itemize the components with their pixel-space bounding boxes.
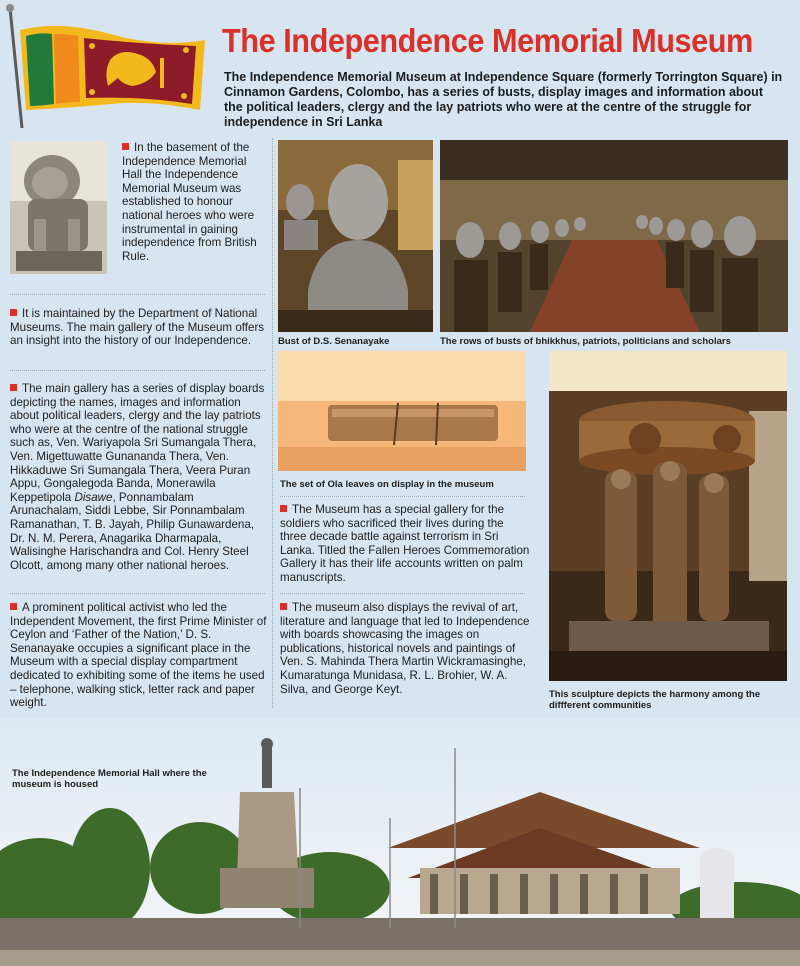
paragraph-maintained: It is maintained by the Department of National Museums. The main gallery of the Museum offers an insight into the history of our Independence. [10,307,265,348]
paragraph-fallen-heroes: The Museum has a special gallery for the soldiers who sacrificed their lives during the three decade battle against terrorism in Sri Lanka. Titled the Fallen Heroes Commemoration Gallery it has their life accounts written on palm manuscripts. [280,503,530,584]
divider [280,593,525,594]
divider [10,294,265,295]
bullet-icon [10,384,17,391]
caption-ola: The set of Ola leaves on display in the museum [280,479,494,490]
divider [10,593,265,594]
caption-bust: Bust of D.S. Senanayake [278,336,390,347]
bullet-icon [280,603,287,610]
bullet-icon [10,603,17,610]
bust-photo [278,140,433,332]
column-divider [272,138,273,708]
bullet-icon [122,143,129,150]
lion-statue-photo [10,141,107,274]
page-title: The Independence Memorial Museum [222,22,753,59]
intro-text: The Independence Memorial Museum at Independence Square (formerly Torrington Square) in Cinnamon Gardens, Colombo, has a series of busts, display images and information about the political leaders, clergy and the lay patriots who were at the centre of the struggle for independence in Sri Lanka [224,70,783,129]
ola-leaves-photo [278,351,526,471]
independence-hall-photo [0,718,800,966]
bullet-icon [280,505,287,512]
sri-lanka-flag-image [0,0,215,130]
bullet-icon [10,309,17,316]
divider [10,370,265,371]
paragraph-art-literature: The museum also displays the revival of art, literature and language that led to Independence with boards showcasing the images on publications, historical novels and paintings of Ven. S. Mahinda Thera Martin Wickramasinghe, Kumaratunga Munidasa, R. L. Brohier, W. A. Silva, and George Keyt. [280,601,530,696]
divider [280,496,525,497]
paragraph-basement: In the basement of the Independence Memorial Hall the Independence Memorial Museum was established to honour national heroes who were instrumental in gaining independence from British Rule. [122,141,257,263]
caption-hall: The Independence Memorial Hall where the museum is housed [12,768,207,790]
caption-sculpture: This sculpture depicts the harmony among the diffferent communities [549,689,761,711]
rows-of-busts-photo [440,140,788,332]
caption-rows: The rows of busts of bhikkhus, patriots, politicians and scholars [440,336,731,347]
paragraph-main-gallery: The main gallery has a series of display boards depicting the names, images and information about political leaders, clergy and the lay patriots who were at the centre of the national struggle such as, Ven. Wariyapola Sri Sumangala Thera, Ven. Migettuwatte Gunananda Thera, Ven. Hikkaduwe Sri Sumangala Thera, Veera Puran Appu, Gongalegoda Banda, Monerawila Keppetipola Disawe, Ponnambalam Arunachalam, Siddi Lebbe, Sir Ponnambalam Ramanathan, T. B. Jayah, Philip Gunawardena, Dr. N. M. Perera, Anagarika Dharmapala, Walisinghe Harischandra and Col. Henry Steel Olcott, among many other national heroes. [10,382,265,572]
sculpture-photo [549,351,787,681]
paragraph-senanayake: A prominent political activist who led the Independent Movement, the first Prime Minister of Ceylon and ‘Father of the Nation,’ D. S. Senanayake occupies a significant place in the Museum with a special display compartment dedicated to exhibiting some of the items he used – telephone, walking stick, letter rack and paper weight. [10,601,267,710]
